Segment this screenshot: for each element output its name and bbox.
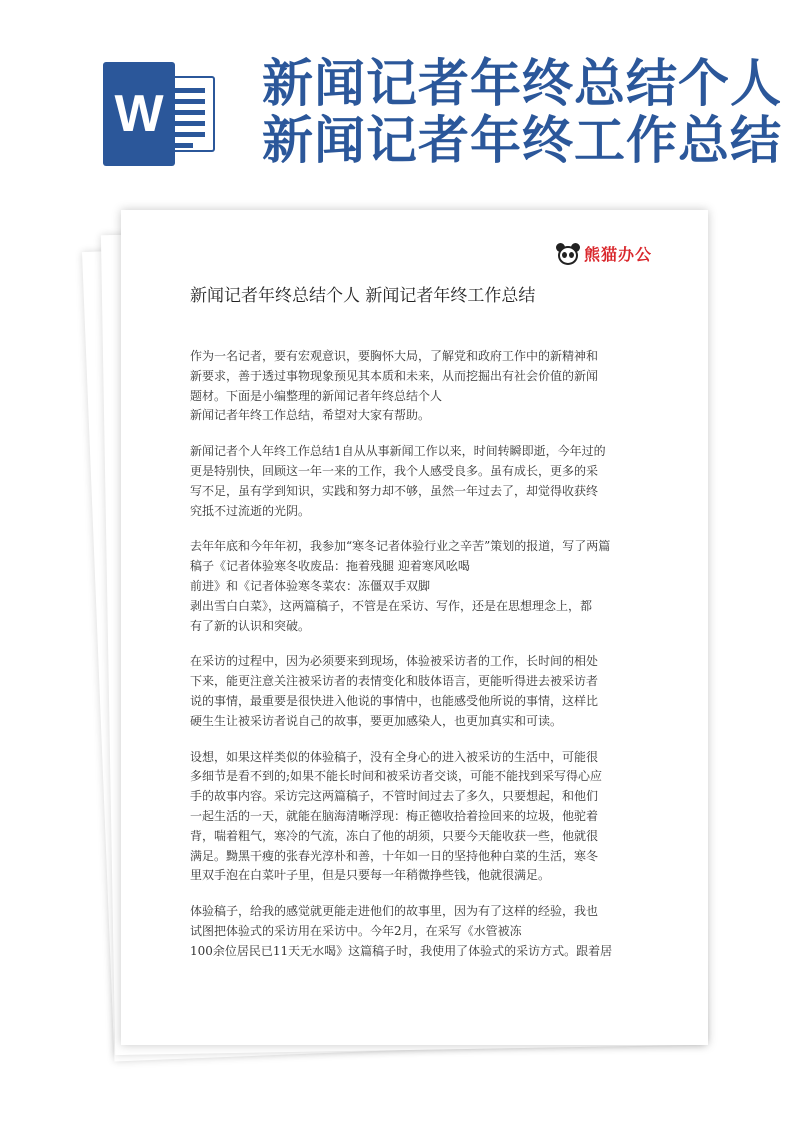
paragraph-2 <box>190 442 650 521</box>
word-letter-badge: W <box>103 62 175 166</box>
header-title-line-2: 新闻记者年终工作总结 <box>262 112 783 171</box>
brand-logo <box>555 243 652 267</box>
brand-name: 熊猫办公 <box>583 245 652 264</box>
text-line: 硬生生让被采访者说自己的故事，要更加感染人，也更加真实和可读。 <box>190 713 563 728</box>
paragraph-4 <box>190 652 650 731</box>
word-app-icon <box>103 62 215 166</box>
text-line: 作为一名记者，要有宏观意识，要胸怀大局，了解党和政府工作中的新精神和 <box>190 349 599 363</box>
text-line: 一起生活的一天，就能在脑海清晰浮现：梅正德收拾着捡回来的垃圾，他驼着 <box>190 808 599 823</box>
text-line: 多细节是看不到的;如果不能长时间和被采访者交谈，可能不能找到采写得心应 <box>190 769 603 784</box>
paragraph-3 <box>190 537 650 636</box>
text-line: 背，喘着粗气，寒冷的气流，冻白了他的胡须，只要今天能收获一些，他就很 <box>190 828 599 843</box>
text-line: 有了新的认识和突破。 <box>190 618 311 633</box>
text-line: 新闻记者年终工作总结，希望对大家有帮助。 <box>190 408 431 423</box>
text-line: 试图把体验式的采访用在采访中。今年2月，在采写《水管被冻 <box>190 923 522 938</box>
header-title-line-1: 新闻记者年终总结个人 <box>262 55 783 114</box>
text-line: 说的事情，最重要是很快进入他说的事情中，也能感受他所说的事情，这样比 <box>190 693 599 708</box>
header-title <box>262 56 782 170</box>
text-line: 新闻记者个人年终工作总结1自从从事新闻工作以来，时间转瞬即逝，今年过的 <box>190 444 606 459</box>
text-line: 在采访的过程中，因为必须要来到现场，体验被采访者的工作，长时间的相处 <box>190 654 599 669</box>
paragraph-6 <box>190 902 650 961</box>
text-line: 里双手泡在白菜叶子里，但是只要每一年稍微挣些钱，他就很满足。 <box>190 868 551 883</box>
text-line: 设想，如果这样类似的体验稿子，没有全身心的进入被采访的生活中，可能很 <box>190 749 599 764</box>
document-body <box>190 347 650 978</box>
text-line: 新要求，善于透过事物现象预见其本质和未来，从而挖掘出有社会价值的新闻 <box>190 368 599 383</box>
text-line: 题材。下面是小编整理的新闻记者年终总结个人 <box>190 388 443 403</box>
text-line: 100余位居民已11天无水喝》这篇稿子时，我使用了体验式的采访方式。跟着居 <box>190 943 613 958</box>
document-page <box>121 210 708 1045</box>
text-line: 体验稿子，给我的感觉就更能走进他们的故事里，因为有了这样的经验，我也 <box>190 904 599 919</box>
text-line: 究抵不过流逝的光阴。 <box>190 503 311 518</box>
text-line: 去年年底和今年年初，我参加“寒冬记者体验行业之辛苦”策划的报道，写了两篇 <box>190 539 611 554</box>
text-line: 写不足，虽有学到知识，实践和努力却不够，虽然一年过去了，却觉得收获终 <box>190 483 599 498</box>
panda-icon <box>555 243 581 267</box>
text-line: 下来，能更注意关注被采访者的表情变化和肢体语言，更能听得进去被采访者 <box>190 674 599 689</box>
text-line: 前进》和《记者体验寒冬菜农：冻僵双手双脚 <box>190 578 431 593</box>
text-line: 满足。黝黑干瘦的张春光淳朴和善，十年如一日的坚持他种白菜的生活，寒冬 <box>190 848 599 863</box>
paragraph-5 <box>190 748 650 887</box>
paragraph-1 <box>190 347 650 426</box>
text-line: 更是特别快，回顾这一年一来的工作，我个人感受良多。虽有成长，更多的采 <box>190 463 599 478</box>
text-line: 手的故事内容。采访完这两篇稿子，不管时间过去了多久，只要想起，和他们 <box>190 789 599 804</box>
text-line: 剥出雪白白菜》，这两篇稿子，不管是在采访、写作，还是在思想理念上，都 <box>190 598 593 613</box>
document-title: 新闻记者年终总结个人 新闻记者年终工作总结 <box>190 286 536 306</box>
text-line: 稿子《记者体验寒冬收废品：拖着残腿 迎着寒风吆喝 <box>190 559 470 574</box>
